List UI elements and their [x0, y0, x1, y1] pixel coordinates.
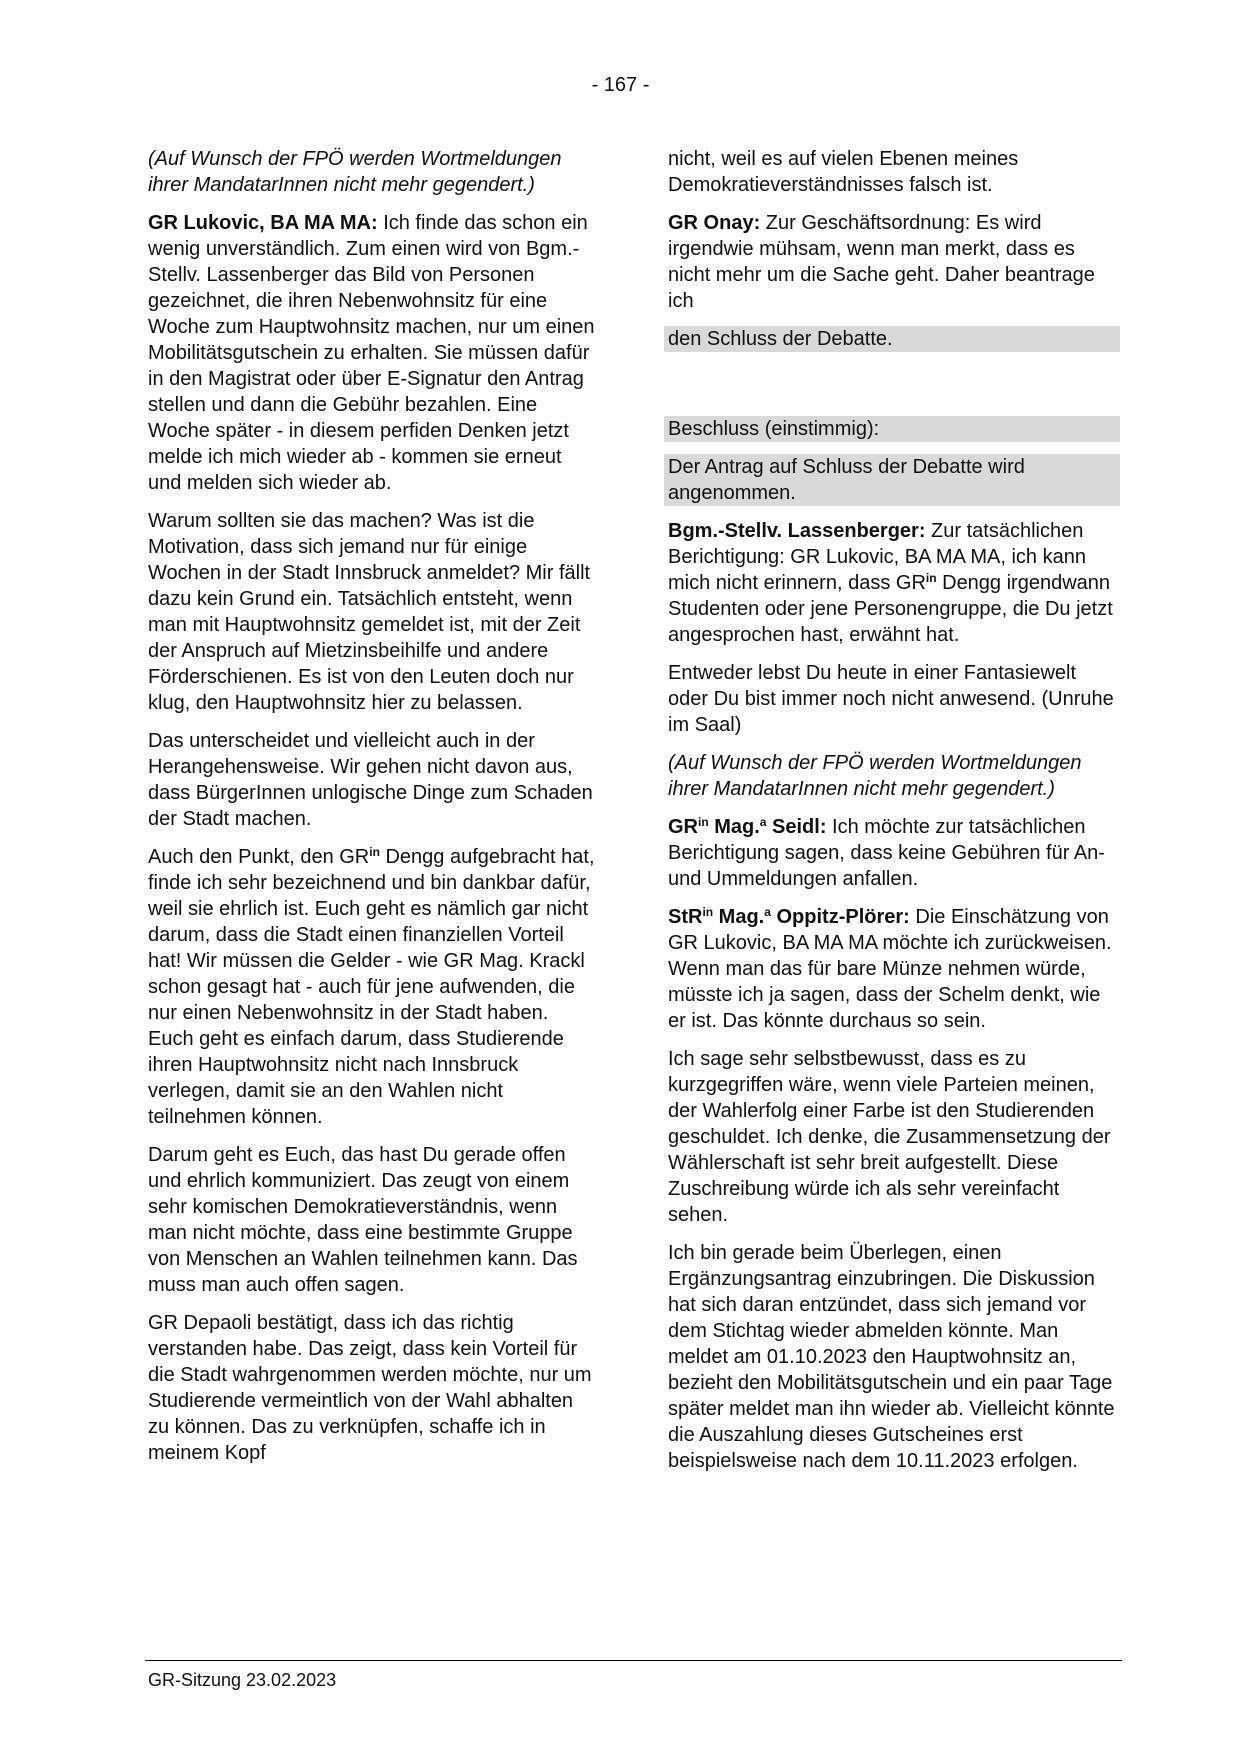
gender-note: (Auf Wunsch der FPÖ werden Wortmeldungen ihrer MandatarInnen nicht mehr gegendert.) — [668, 752, 1082, 800]
paragraph: Ich sage sehr selbstbewusst, dass es zu kurzgegriffen wäre, wenn viele Parteien meinen, der Wahlerfolg einer Farbe ist den Studierenden geschuldet. Ich denke, die Zusammensetzung der Wählerschaft ist sehr breit aufgestellt. Diese Zuschreibung würde ich als sehr vereinfacht sehen. — [668, 1048, 1111, 1226]
resolution-text: Der Antrag auf Schluss der Debatte wird angenommen. — [664, 454, 1120, 506]
paragraph: Entweder lebst Du heute in einer Fantasiewelt oder Du bist immer noch nicht anwesend. (Unruhe im Saal) — [668, 662, 1114, 736]
paragraph: Warum sollten sie das machen? Was ist die Motivation, dass sich jemand nur für einige Wochen in der Stadt Innsbruck anmeldet? Mir fällt dazu kein Grund ein. Tatsächlich entsteht, wenn man mit Hauptwohnsitz gemeldet ist, mit der Zeit der Anspruch auf Mietzinsbeihilfe und andere Förderschienen. Es ist von den Leuten doch nur klug, den Hauptwohnsitz hier zu belassen. — [148, 510, 591, 714]
speech-lassenberger: Bgm.-Stellv. Lassenberger: Zur tatsächlichen Berichtigung: GR Lukovic, BA MA MA, ich kann mich nicht erinnern, dass $GR^{in}$ Dengg irgendwann Studenten oder jene Personengruppe, die Du jetzt angesprochen hast, erwähnt hat. — [668, 520, 1113, 646]
spacer — [668, 364, 1118, 416]
speech-seidl — [668, 814, 1118, 892]
footer-session-date: GR-Sitzung 23.02.2023 — [148, 1670, 337, 1690]
speech-text: Ich möchte zur tatsächlichen Berichtigung sagen, dass keine Gebühren für An- und Ummeldungen anfallen. — [668, 816, 1105, 890]
speaker-name: GR Lukovic, BA MA MA: — [148, 212, 378, 234]
right-column — [668, 146, 1118, 1486]
paragraph: Auch den Punkt, den $GR^{in}$ Dengg aufgebracht hat, finde ich sehr bezeichnend und bin dankbar dafür, weil sie ehrlich ist. Euch geht es nämlich gar nicht darum, dass die Stadt einen finanziellen Vorteil hat! Wir müssen die Gelder - wie GR Mag. Krackl schon gesagt hat - auch für jene aufwenden, die nur einen Nebenwohnsitz in der Stadt haben. Euch geht es einfach darum, dass Studierende ihren Hauptwohnsitz nicht nach Innsbruck verlegen, damit sie an den Wahlen nicht teilnehmen können. — [148, 845, 595, 1128]
footer-divider — [145, 1660, 1122, 1661]
speech-text: Ich finde das schon ein wenig unverständlich. Zum einen wird von Bgm.-Stellv. Lassenberger das Bild von Personen gezeichnet, die ihren Nebenwohnsitz für eine Woche zum Hauptwohnsitz machen, nur um einen Mobilitätsgutschein zu erhalten. Sie müssen dafür in den Magistrat oder über E-Signatur den Antrag stellen und dann die Gebühr bezahlen. Eine Woche später - in diesem perfiden Denken jetzt melde ich mich wieder ab - kommen sie erneut und melden sich wieder ab. — [148, 212, 595, 494]
paragraph: GR Depaoli bestätigt, dass ich das richtig verstanden habe. Das zeigt, dass kein Vorteil für die Stadt wahrgenommen werden möchte, nur um Studierende vermeintlich von der Wahl abhalten zu können. Das zu verknüpfen, schaffe ich in meinem Kopf — [148, 1312, 592, 1464]
motion-text: den Schluss der Debatte. — [664, 326, 1120, 352]
speech-text: Zur Geschäftsordnung: Es wird irgendwie mühsam, wenn man merkt, dass es nicht mehr um die Sache geht. Daher beantrage ich — [668, 212, 1095, 312]
resolution-label: Beschluss (einstimmig): — [664, 416, 1120, 442]
speaker-name: Bgm.-Stellv. Lassenberger: — [668, 520, 926, 542]
paragraph: Darum geht es Euch, das hast Du gerade offen und ehrlich kommuniziert. Das zeugt von einem sehr komischen Demokratieverständnis, wenn man nicht möchte, dass eine bestimmte Gruppe von Menschen an Wahlen teilnehmen kann. Das muss man auch offen sagen. — [148, 1144, 578, 1296]
paragraph: nicht, weil es auf vielen Ebenen meines Demokratieverständnisses falsch ist. — [668, 148, 1019, 196]
speaker-name: $GR^{in}$ Mag.$^a$ Seidl: — [668, 815, 827, 838]
speech-oppitz-ploerer — [668, 904, 1118, 1034]
speech-lukovic — [148, 210, 598, 496]
speech-text: Die Einschätzung von GR Lukovic, BA MA MA möchte ich zurückweisen. Wenn man das für bare Münze nehmen würde, müsste ich ja sagen, dass der Schelm denkt, wie er ist. Das könnte durchaus so sein. — [668, 906, 1112, 1032]
gender-note: (Auf Wunsch der FPÖ werden Wortmeldungen ihrer MandatarInnen nicht mehr gegendert.) — [148, 148, 562, 196]
page-number: - 167 - — [591, 74, 650, 96]
paragraph: Ich bin gerade beim Überlegen, einen Ergänzungsantrag einzubringen. Die Diskussion hat sich daran entzündet, dass sich jemand vor dem Stichtag wieder abmelden könnte. Man meldet am 01.10.2023 den Hauptwohnsitz an, bezieht den Mobilitätsgutschein und ein paar Tage später meldet man ihn wieder ab. Vielleicht könnte die Auszahlung dieses Gutscheines erst beispielsweise nach dem 10.11.2023 erfolgen. — [668, 1242, 1115, 1472]
paragraph: Das unterscheidet und vielleicht auch in der Herangehensweise. Wir gehen nicht davon aus, dass BürgerInnen unlogische Dinge zum Schaden der Stadt machen. — [148, 730, 593, 830]
speaker-name: GR Onay: — [668, 212, 761, 234]
speaker-name: StR$^{in}$ Mag.$^a$ Oppitz-Plörer: — [668, 905, 910, 928]
speech-onay — [668, 210, 1118, 314]
left-column — [148, 146, 598, 1478]
